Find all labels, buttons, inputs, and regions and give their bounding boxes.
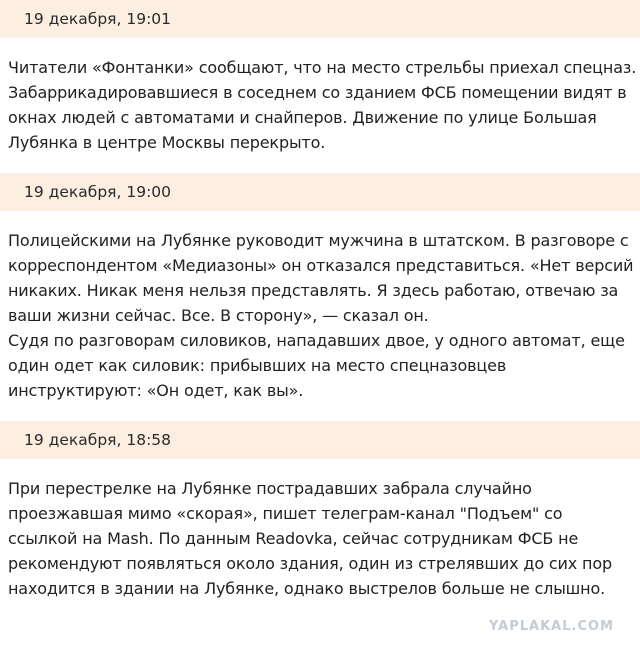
entry-timestamp: 19 декабря, 19:01 [0,0,640,38]
entry-text-line: Читатели «Фонтанки» сообщают, что на место стрельбы приехал спецназ. [8,58,637,77]
entry-text-line: ссылкой на Mash. По данным Readovka, сейчас сотрудникам ФСБ не [8,529,579,548]
entry-text-line: Забаррикадировавшиеся в соседнем со зданием ФСБ помещении видят в [8,83,627,102]
entry-text-line: ваши жизни сейчас. Все. В сторону», — сказал он. [8,306,429,325]
entry-text-line: корреспондентом «Медиазоны» он отказался представиться. «Нет версий [8,256,634,275]
entry-text-line: Полицейскими на Лубянке руководит мужчина в штатском. В разговоре с [8,231,629,250]
entry-text-line: рекомендуют появляться около здания, один из стрелявших до сих пор [8,554,612,573]
entry-text-line: окнах людей с автоматами и снайперов. Движение по улице Большая [8,108,597,127]
entry-text [0,228,640,403]
entry-text-line: один одет как силовик: прибывших на место спецназовцев [8,356,507,375]
entry-text-line: проезжавшая мимо «скорая», пишет телеграм-канал "Подъем" со [8,504,563,523]
entry-text-line: никаких. Никак меня нельзя представлять. Я здесь работаю, отвечаю за [8,281,619,300]
watermark: YAPLAKAL.COM [489,619,614,634]
entry-text-line: инструктируют: «Он одет, как вы». [8,381,304,400]
entry-text-line: Судя по разговорам силовиков, нападавших двое, у одного автомат, еще [8,331,625,350]
entry-text [0,476,640,601]
entry-text-line: находится в здании на Лубянке, однако выстрелов больше не слышно. [8,579,606,598]
entry-timestamp: 19 декабря, 18:58 [0,421,640,459]
entry-text-line: При перестрелке на Лубянке пострадавших забрала случайно [8,479,532,498]
entry-timestamp: 19 декабря, 19:00 [0,173,640,211]
entry-text [0,55,640,155]
entry-text-line: Лубянка в центре Москвы перекрыто. [8,133,326,152]
